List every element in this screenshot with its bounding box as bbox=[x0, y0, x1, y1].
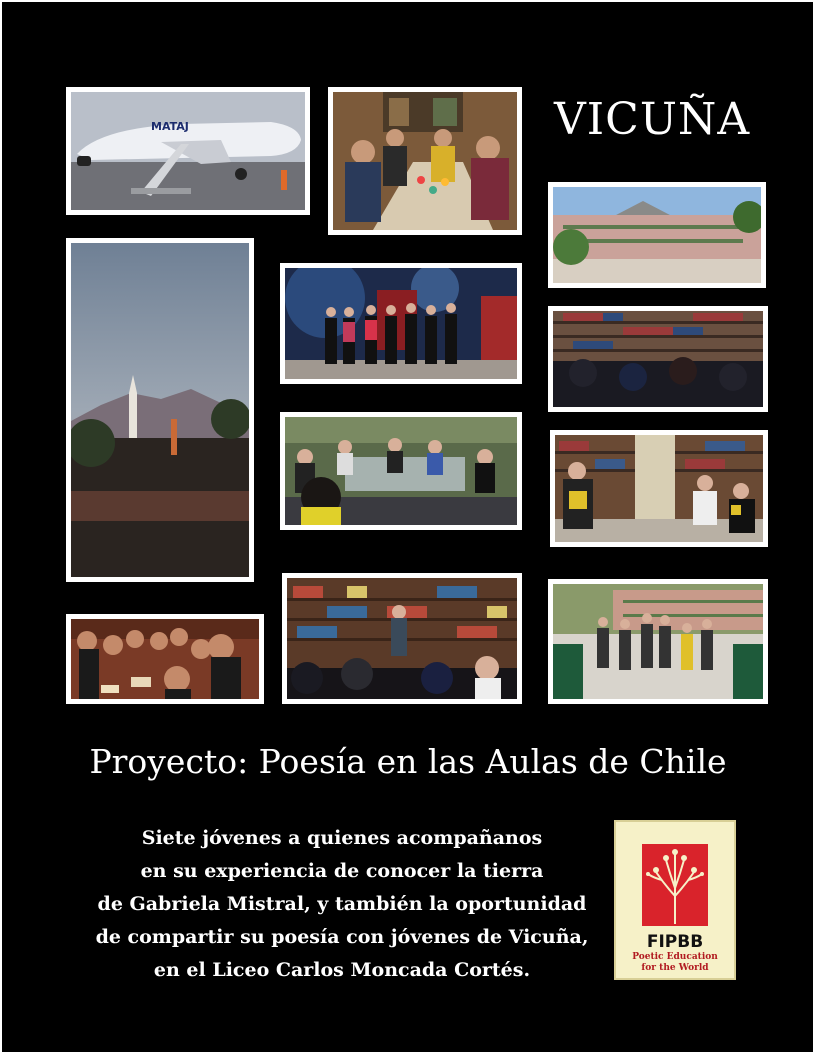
photo-library-students-2 bbox=[550, 430, 768, 547]
fipbb-logo bbox=[614, 820, 736, 980]
tree-logo-icon bbox=[642, 844, 708, 926]
photo-patio-meeting bbox=[280, 412, 522, 530]
photo-airplane bbox=[66, 87, 310, 215]
photo-group-table bbox=[328, 87, 522, 235]
photo-selfie-dinner bbox=[66, 614, 264, 704]
logo-tagline-2: for the World bbox=[641, 963, 709, 973]
photo-school-walkway bbox=[548, 579, 768, 704]
photo-town-dusk bbox=[66, 238, 254, 582]
description-line: en el Liceo Carlos Moncada Cortés. bbox=[153, 959, 531, 981]
description-line: de compartir su poesía con jóvenes de Vicuña, bbox=[95, 926, 589, 948]
svg-text:MATAJ: MATAJ bbox=[151, 120, 189, 133]
description-line: Siete jóvenes a quienes acompañanos bbox=[141, 827, 543, 849]
poster bbox=[2, 2, 813, 1052]
page-title: VICUÑA bbox=[554, 94, 751, 145]
project-headline: Proyecto: Poesía en las Aulas de Chile bbox=[89, 742, 727, 781]
logo-tagline-1: Poetic Education bbox=[632, 952, 718, 962]
logo-name: FIPBB bbox=[646, 932, 704, 952]
description-line: de Gabriela Mistral, y también la oportunidad bbox=[97, 893, 587, 915]
photo-group-mural bbox=[280, 263, 522, 384]
project-description bbox=[92, 822, 592, 987]
photo-library-reading bbox=[282, 573, 522, 704]
photo-school-courtyard bbox=[548, 182, 766, 288]
description-line: en su experiencia de conocer la tierra bbox=[140, 860, 544, 882]
photo-library-students-1 bbox=[548, 306, 768, 412]
